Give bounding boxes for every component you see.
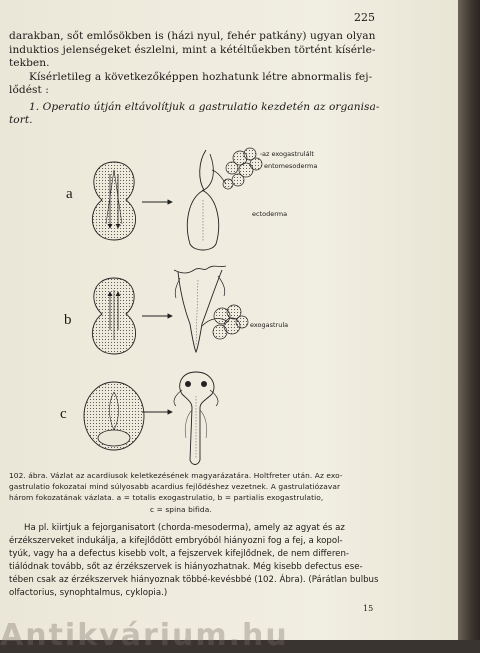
numbered-item-line: tort. — [9, 114, 33, 126]
note-entomesoderma: entomesoderma — [264, 162, 318, 170]
paragraph-line: darakban, sőt emlősökben is (házi nyul, fehér patkány) ugyan olyan — [9, 30, 376, 42]
figure-caption-line: 102. ábra. Vázlat az acardiusok keletkezésének magyarázatára. Holtfreter után. Az exo- — [9, 471, 343, 480]
figure-caption-line: három fokozatának vázlata. a = totalis exogastrulatio, b = partialis exogastrulatio, — [9, 493, 324, 502]
note-exogastrulalt: az exogastrulált — [262, 150, 314, 158]
paragraph-line: tiálódnak tovább, sőt az érzékszervek is hiányozhatnak. Még kisebb defectus ese- — [9, 562, 363, 572]
paragraph-line: Ha pl. kiirtjuk a fejorganisatort (chorda-mesoderma), amely az agyat és az — [24, 523, 345, 533]
figure-caption-line: gastrulatio fokozatai mind súlyosabb acardius fejlődéshez vezetnek. A gastrulatiózavar — [9, 482, 341, 491]
numbered-item-line: 1. Operatio útján eltávolítjuk a gastrulatio kezdetén az organisa- — [29, 101, 380, 113]
embryo-b-early — [92, 278, 135, 354]
figure-label-a: a — [66, 186, 73, 202]
footer-signature-number: 15 — [363, 604, 374, 613]
figure-caption-line: c = spina bifida. — [150, 505, 212, 514]
note-ectoderma: ectoderma — [252, 210, 288, 218]
paragraph-line: olfactorius, synophtalmus, cyklopia.) — [9, 588, 168, 598]
paragraph-line: induktios jelenségeket észlelni, mint a kétéltűekben történt kísérle- — [9, 44, 376, 56]
paragraph-line: Kísérletileg a következőképpen hozhatunk létre abnormalis fej- — [29, 71, 373, 83]
paragraph-line: tekben. — [9, 57, 50, 69]
book-edge — [458, 0, 480, 640]
figure-label-b: b — [64, 312, 72, 328]
embryo-c-early — [84, 382, 144, 450]
paragraph-line: lődést : — [9, 84, 49, 96]
embryo-a-late — [187, 148, 262, 250]
paragraph-line: tében csak az érzékszervek hiányoznak többé-kevésbbé (102. Ábra). (Párátlan bulbus — [9, 575, 379, 585]
page-number: 225 — [354, 11, 375, 24]
embryo-a-early — [92, 162, 135, 240]
note-exogastrula: exogastrula — [250, 321, 289, 329]
embryo-b-late — [174, 266, 248, 352]
embryo-figure — [80, 140, 370, 470]
watermark: Antikvárium.hu — [0, 618, 289, 653]
paragraph-line: érzékszerveket indukálja, a kifejlődött embryóból hiányozni fog a fej, a kopol- — [9, 536, 343, 546]
paragraph-line: tyúk, vagy ha a defectus kisebb volt, a fejszervek kifejlődnek, de nem differen- — [9, 549, 350, 559]
embryo-c-late — [174, 372, 218, 465]
figure-label-c: c — [60, 406, 67, 422]
